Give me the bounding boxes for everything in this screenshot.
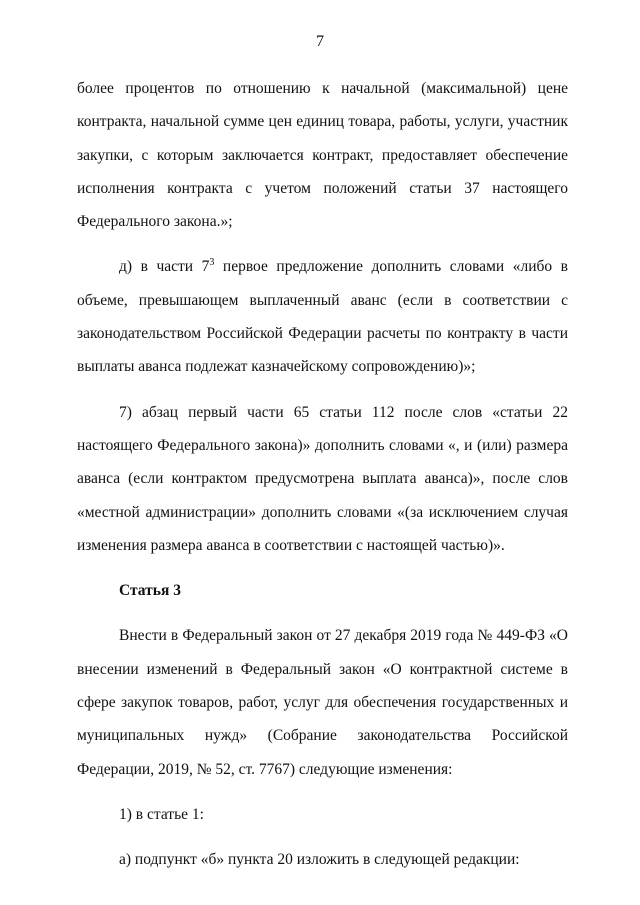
paragraph-gap [77,238,568,250]
paragraph-item-1: 1) в статье 1: [119,805,204,823]
paragraph-article-3-body: Внести в Федеральный закон от 27 декабря 2019 года № 449-ФЗ «О внесении изменений в Федеральный закон «О контрактной системе в сфере закупок товаров, работ, услуг для обеспечения государственных и муниципальных нужд» (Собрание законодательства Российской Федерации, 2019, № 52, ст. 7767) следующие изменения: [77,627,568,778]
document-body [77,72,568,877]
paragraph-subitem-d [77,250,568,383]
article-heading: Статья 3 [119,582,181,600]
paragraph-gap [77,384,568,396]
paragraph-gap [77,562,568,574]
paragraph-subitem-d-rest: первое предложение дополнить словами «либо в объеме, превышающем выплаченный аванс (если в соответствии с законодательством Российской Федерации расчеты по контракту в части выплаты аванса подлежат казначейскому сопровождению)»; [77,258,568,376]
paragraph-subitem-d-start: д) в части 7 [119,258,210,276]
page-number: 7 [316,33,324,50]
paragraph-gap [77,831,568,843]
paragraph-item-7: 7) абзац первый части 65 статьи 112 после слов «статьи 22 настоящего Федерального закона)» дополнить словами «, и (или) размера аванса (если контрактом предусмотрена выплата аванса)», после слов «местной администрации» дополнить словами «(за исключением случая изменения размера аванса в соответствии с настоящей частью)». [77,403,568,554]
paragraph-continuation: более процентов по отношению к начальной (максимальной) цене контракта, начальной сумме цен единиц товара, работы, услуги, участник закупки, с которым заключается контракт, предоставляет обеспечение исполнения контракта с учетом положений статьи 37 настоящего Федерального закона.»; [77,80,568,231]
paragraph-gap [77,786,568,798]
paragraph-subitem-a: а) подпункт «б» пункта 20 изложить в следующей редакции: [119,851,520,869]
paragraph-gap [77,607,568,619]
superscript-marker: 3 [209,257,215,269]
